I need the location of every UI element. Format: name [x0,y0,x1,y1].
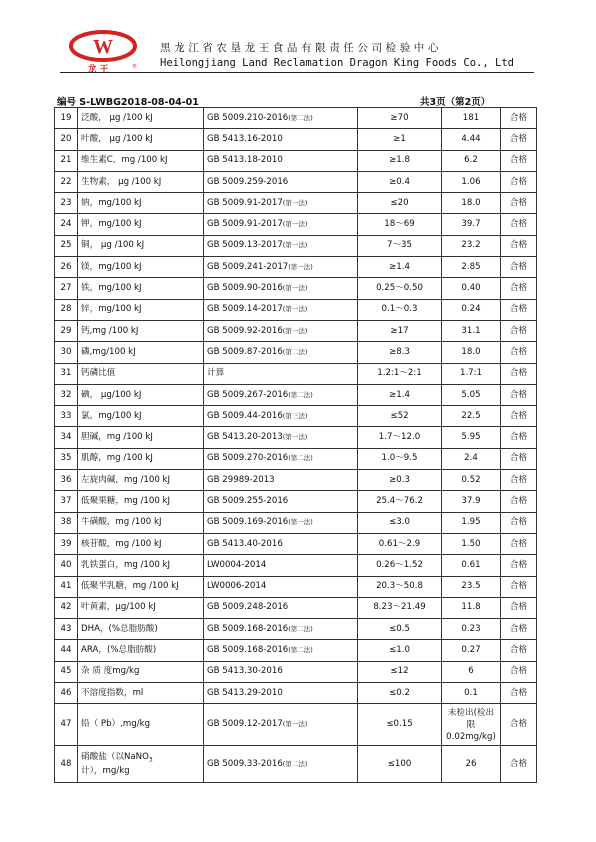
test-result: 181 [442,108,501,129]
table-row [55,299,537,320]
test-standard: GB 5009.44-2016(第三法) [204,406,358,427]
logo-subtext: 龙 王 [87,65,109,74]
limit-value: ≤0.5 [358,619,442,640]
test-standard: GB 5009.168-2016(第二法) [204,640,358,661]
item-name: ARA，(%总脂肪酸) [78,640,204,661]
item-name: 叶黄素，μg/100 kJ [78,597,204,618]
document-number: 编号 S-LWBG2018-08-04-01 [57,97,199,108]
table-row [55,171,537,192]
limit-value: 0.61～2.9 [358,533,442,554]
test-standard: GB 5009.91-2017(第一法) [204,214,358,235]
conclusion: 合格 [501,129,537,150]
table-row [55,150,537,171]
row-number: 20 [55,129,78,150]
test-result: 11.8 [442,597,501,618]
conclusion: 合格 [501,257,537,278]
table-row [55,448,537,469]
row-number: 22 [55,171,78,192]
table-row [55,555,537,576]
table-row [55,384,537,405]
limit-value: ≤1.0 [358,640,442,661]
table-row [55,533,537,554]
limit-value: 1.2:1～2:1 [358,363,442,384]
conclusion: 合格 [501,576,537,597]
item-name: 氯，mg/100 kJ [78,406,204,427]
item-name: 钙,mg /100 kJ [78,320,204,341]
limit-value: ≥1 [358,129,442,150]
row-number: 35 [55,448,78,469]
row-number: 48 [55,746,78,783]
conclusion: 合格 [501,661,537,682]
test-standard: GB 5009.270-2016(第二法) [204,448,358,469]
conclusion: 合格 [501,278,537,299]
item-name: 铁，mg/100 kJ [78,278,204,299]
row-number: 43 [55,619,78,640]
test-standard: GB 5009.241-2017(第一法) [204,257,358,278]
conclusion: 合格 [501,150,537,171]
limit-value: 0.1～0.3 [358,299,442,320]
row-number: 41 [55,576,78,597]
row-number: 33 [55,406,78,427]
limit-value: ≥1.4 [358,384,442,405]
row-number: 36 [55,470,78,491]
conclusion: 合格 [501,108,537,129]
item-name: 乳铁蛋白，mg /100 kJ [78,555,204,576]
table-row [55,278,537,299]
test-result: 1.06 [442,171,501,192]
row-number: 40 [55,555,78,576]
item-name: 铅（ Pb）,mg/kg [78,704,204,746]
limit-value: 8.23～21.49 [358,597,442,618]
item-name: 钙磷比值 [78,363,204,384]
row-number: 45 [55,661,78,682]
test-result: 0.27 [442,640,501,661]
test-standard: GB 29989-2013 [204,470,358,491]
test-standard: GB 5009.33-2016(第二法) [204,746,358,783]
company-logo [68,30,138,74]
item-name: 钠，mg/100 kJ [78,193,204,214]
row-number: 37 [55,491,78,512]
test-result: 22.5 [442,406,501,427]
limit-value: 0.26～1.52 [358,555,442,576]
conclusion: 合格 [501,533,537,554]
table-row [55,661,537,682]
row-number: 21 [55,150,78,171]
item-name: 胆碱，mg /100 kJ [78,427,204,448]
test-result: 未检出(检出限0.02mg/kg) [442,704,501,746]
test-standard: GB 5009.91-2017(第一法) [204,193,358,214]
row-number: 25 [55,235,78,256]
test-result: 39.7 [442,214,501,235]
row-number: 28 [55,299,78,320]
conclusion: 合格 [501,448,537,469]
table-row [55,129,537,150]
limit-value: 0.25～0.50 [358,278,442,299]
row-number: 34 [55,427,78,448]
limit-value: 1.7～12.0 [358,427,442,448]
item-name: 低聚果糖，mg /100 kJ [78,491,204,512]
test-standard: GB 5009.87-2016(第二法) [204,342,358,363]
row-number: 39 [55,533,78,554]
item-name: DHA，(%总脂肪酸) [78,619,204,640]
table-row [55,640,537,661]
test-results-table [54,107,537,783]
row-number: 32 [55,384,78,405]
page-info: 共3页（第2页） [420,97,491,108]
table-row [55,363,537,384]
test-standard: GB 5009.169-2016(第一法) [204,512,358,533]
table-row [55,576,537,597]
test-standard: GB 5413.29-2010 [204,683,358,704]
row-number: 42 [55,597,78,618]
test-result: 37.9 [442,491,501,512]
table-row [55,512,537,533]
table-row [55,619,537,640]
test-result: 18.0 [442,342,501,363]
item-name: 钾，mg/100 kJ [78,214,204,235]
limit-value: 1.0～9.5 [358,448,442,469]
test-result: 6.2 [442,150,501,171]
limit-value: ≥0.4 [358,171,442,192]
test-result: 2.4 [442,448,501,469]
logo-letter: W [93,36,113,58]
test-result: 23.5 [442,576,501,597]
item-name: 碘， μg/100 kJ [78,384,204,405]
limit-value: ≤20 [358,193,442,214]
test-standard: GB 5413.40-2016 [204,533,358,554]
conclusion: 合格 [501,512,537,533]
table-row [55,235,537,256]
table-row [55,257,537,278]
test-result: 18.0 [442,193,501,214]
item-name: 叶酸， μg /100 kJ [78,129,204,150]
test-result: 0.23 [442,619,501,640]
row-number: 29 [55,320,78,341]
test-standard: GB 5413.16-2010 [204,129,358,150]
item-name: 镁，mg/100 kJ [78,257,204,278]
table-row [55,746,537,783]
test-result: 0.24 [442,299,501,320]
test-standard: GB 5413.30-2016 [204,661,358,682]
conclusion: 合格 [501,384,537,405]
row-number: 38 [55,512,78,533]
limit-value: ≤0.15 [358,704,442,746]
test-result: 4.44 [442,129,501,150]
test-result: 2.85 [442,257,501,278]
row-number: 47 [55,704,78,746]
test-standard: GB 5009.12-2017(第一法) [204,704,358,746]
item-name: 核苷酸，mg /100 kJ [78,533,204,554]
limit-value: ≤100 [358,746,442,783]
item-name: 泛酸， μg /100 kJ [78,108,204,129]
test-standard: GB 5009.92-2016(第一法) [204,320,358,341]
limit-value: ≤0.2 [358,683,442,704]
conclusion: 合格 [501,619,537,640]
limit-value: ≥70 [358,108,442,129]
item-name: 左旋肉碱，mg /100 kJ [78,470,204,491]
test-standard: GB 5009.14-2017(第一法) [204,299,358,320]
conclusion: 合格 [501,320,537,341]
test-result: 0.61 [442,555,501,576]
row-number: 26 [55,257,78,278]
test-standard: GB 5009.255-2016 [204,491,358,512]
table-row [55,320,537,341]
table-row [55,193,537,214]
conclusion: 合格 [501,214,537,235]
table-row [55,108,537,129]
limit-value: ≤3.0 [358,512,442,533]
table-row [55,214,537,235]
conclusion: 合格 [501,555,537,576]
test-standard: GB 5009.90-2016(第一法) [204,278,358,299]
item-name: 低聚半乳糖，mg /100 kJ [78,576,204,597]
row-number: 46 [55,683,78,704]
test-standard: GB 5009.13-2017(第一法) [204,235,358,256]
test-standard: GB 5009.248-2016 [204,597,358,618]
table-row [55,491,537,512]
limit-value: 18～69 [358,214,442,235]
item-name: 维生素C，mg /100 kJ [78,150,204,171]
test-standard: GB 5413.18-2010 [204,150,358,171]
limit-value: 25.4～76.2 [358,491,442,512]
test-result: 23.2 [442,235,501,256]
item-name: 磷,mg/100 kJ [78,342,204,363]
conclusion: 合格 [501,704,537,746]
item-name: 牛磺酸，mg /100 kJ [78,512,204,533]
row-number: 31 [55,363,78,384]
conclusion: 合格 [501,491,537,512]
test-result: 5.05 [442,384,501,405]
conclusion: 合格 [501,746,537,783]
conclusion: 合格 [501,406,537,427]
limit-value: ≤12 [358,661,442,682]
row-number: 19 [55,108,78,129]
test-result: 1.50 [442,533,501,554]
test-standard: GB 5009.210-2016(第二法) [204,108,358,129]
table-row [55,342,537,363]
limit-value: ≥1.8 [358,150,442,171]
test-standard: GB 5009.259-2016 [204,171,358,192]
test-result: 26 [442,746,501,783]
test-result: 1.95 [442,512,501,533]
row-number: 23 [55,193,78,214]
table-row [55,406,537,427]
conclusion: 合格 [501,363,537,384]
test-standard: 计算 [204,363,358,384]
limit-value: ≥8.3 [358,342,442,363]
test-standard: GB 5413.20-2013(第一法) [204,427,358,448]
conclusion: 合格 [501,427,537,448]
company-name-en: Heilongjiang Land Reclamation Dragon King Foods Co., Ltd [160,57,515,69]
item-name: 锌，mg/100 kJ [78,299,204,320]
conclusion: 合格 [501,342,537,363]
limit-value: ≥0.3 [358,470,442,491]
item-name: 生物素， μg /100 kJ [78,171,204,192]
item-name: 杂 质 度mg/kg [78,661,204,682]
test-result: 1.7:1 [442,363,501,384]
row-number: 30 [55,342,78,363]
test-result: 0.40 [442,278,501,299]
test-standard: GB 5009.267-2016(第二法) [204,384,358,405]
limit-value: 20.3～50.8 [358,576,442,597]
table-row [55,704,537,746]
limit-value: ≤52 [358,406,442,427]
conclusion: 合格 [501,683,537,704]
limit-value: 7～35 [358,235,442,256]
test-standard: LW0006-2014 [204,576,358,597]
company-name-cn: 黑龙江省农垦龙王食品有限责任公司检验中心 [160,42,442,54]
test-standard: LW0004-2014 [204,555,358,576]
test-result: 5.95 [442,427,501,448]
test-standard: GB 5009.168-2016(第二法) [204,619,358,640]
table-row [55,683,537,704]
item-name: 铜， μg /100 kJ [78,235,204,256]
test-result: 31.1 [442,320,501,341]
row-number: 44 [55,640,78,661]
conclusion: 合格 [501,597,537,618]
row-number: 24 [55,214,78,235]
test-result: 0.1 [442,683,501,704]
test-result: 0.52 [442,470,501,491]
conclusion: 合格 [501,299,537,320]
table-row [55,470,537,491]
limit-value: ≥17 [358,320,442,341]
conclusion: 合格 [501,235,537,256]
svg-text:®: ® [132,64,137,70]
conclusion: 合格 [501,640,537,661]
test-result: 6 [442,661,501,682]
item-name: 硝酸盐（以NaNO$_3$ 计），mg/kg [78,746,204,783]
header-divider [60,72,534,73]
row-number: 27 [55,278,78,299]
limit-value: ≥1.4 [358,257,442,278]
conclusion: 合格 [501,470,537,491]
conclusion: 合格 [501,193,537,214]
item-name: 不溶度指数，ml [78,683,204,704]
item-name: 肌醇，mg /100 kJ [78,448,204,469]
conclusion: 合格 [501,171,537,192]
table-row [55,597,537,618]
table-row [55,427,537,448]
